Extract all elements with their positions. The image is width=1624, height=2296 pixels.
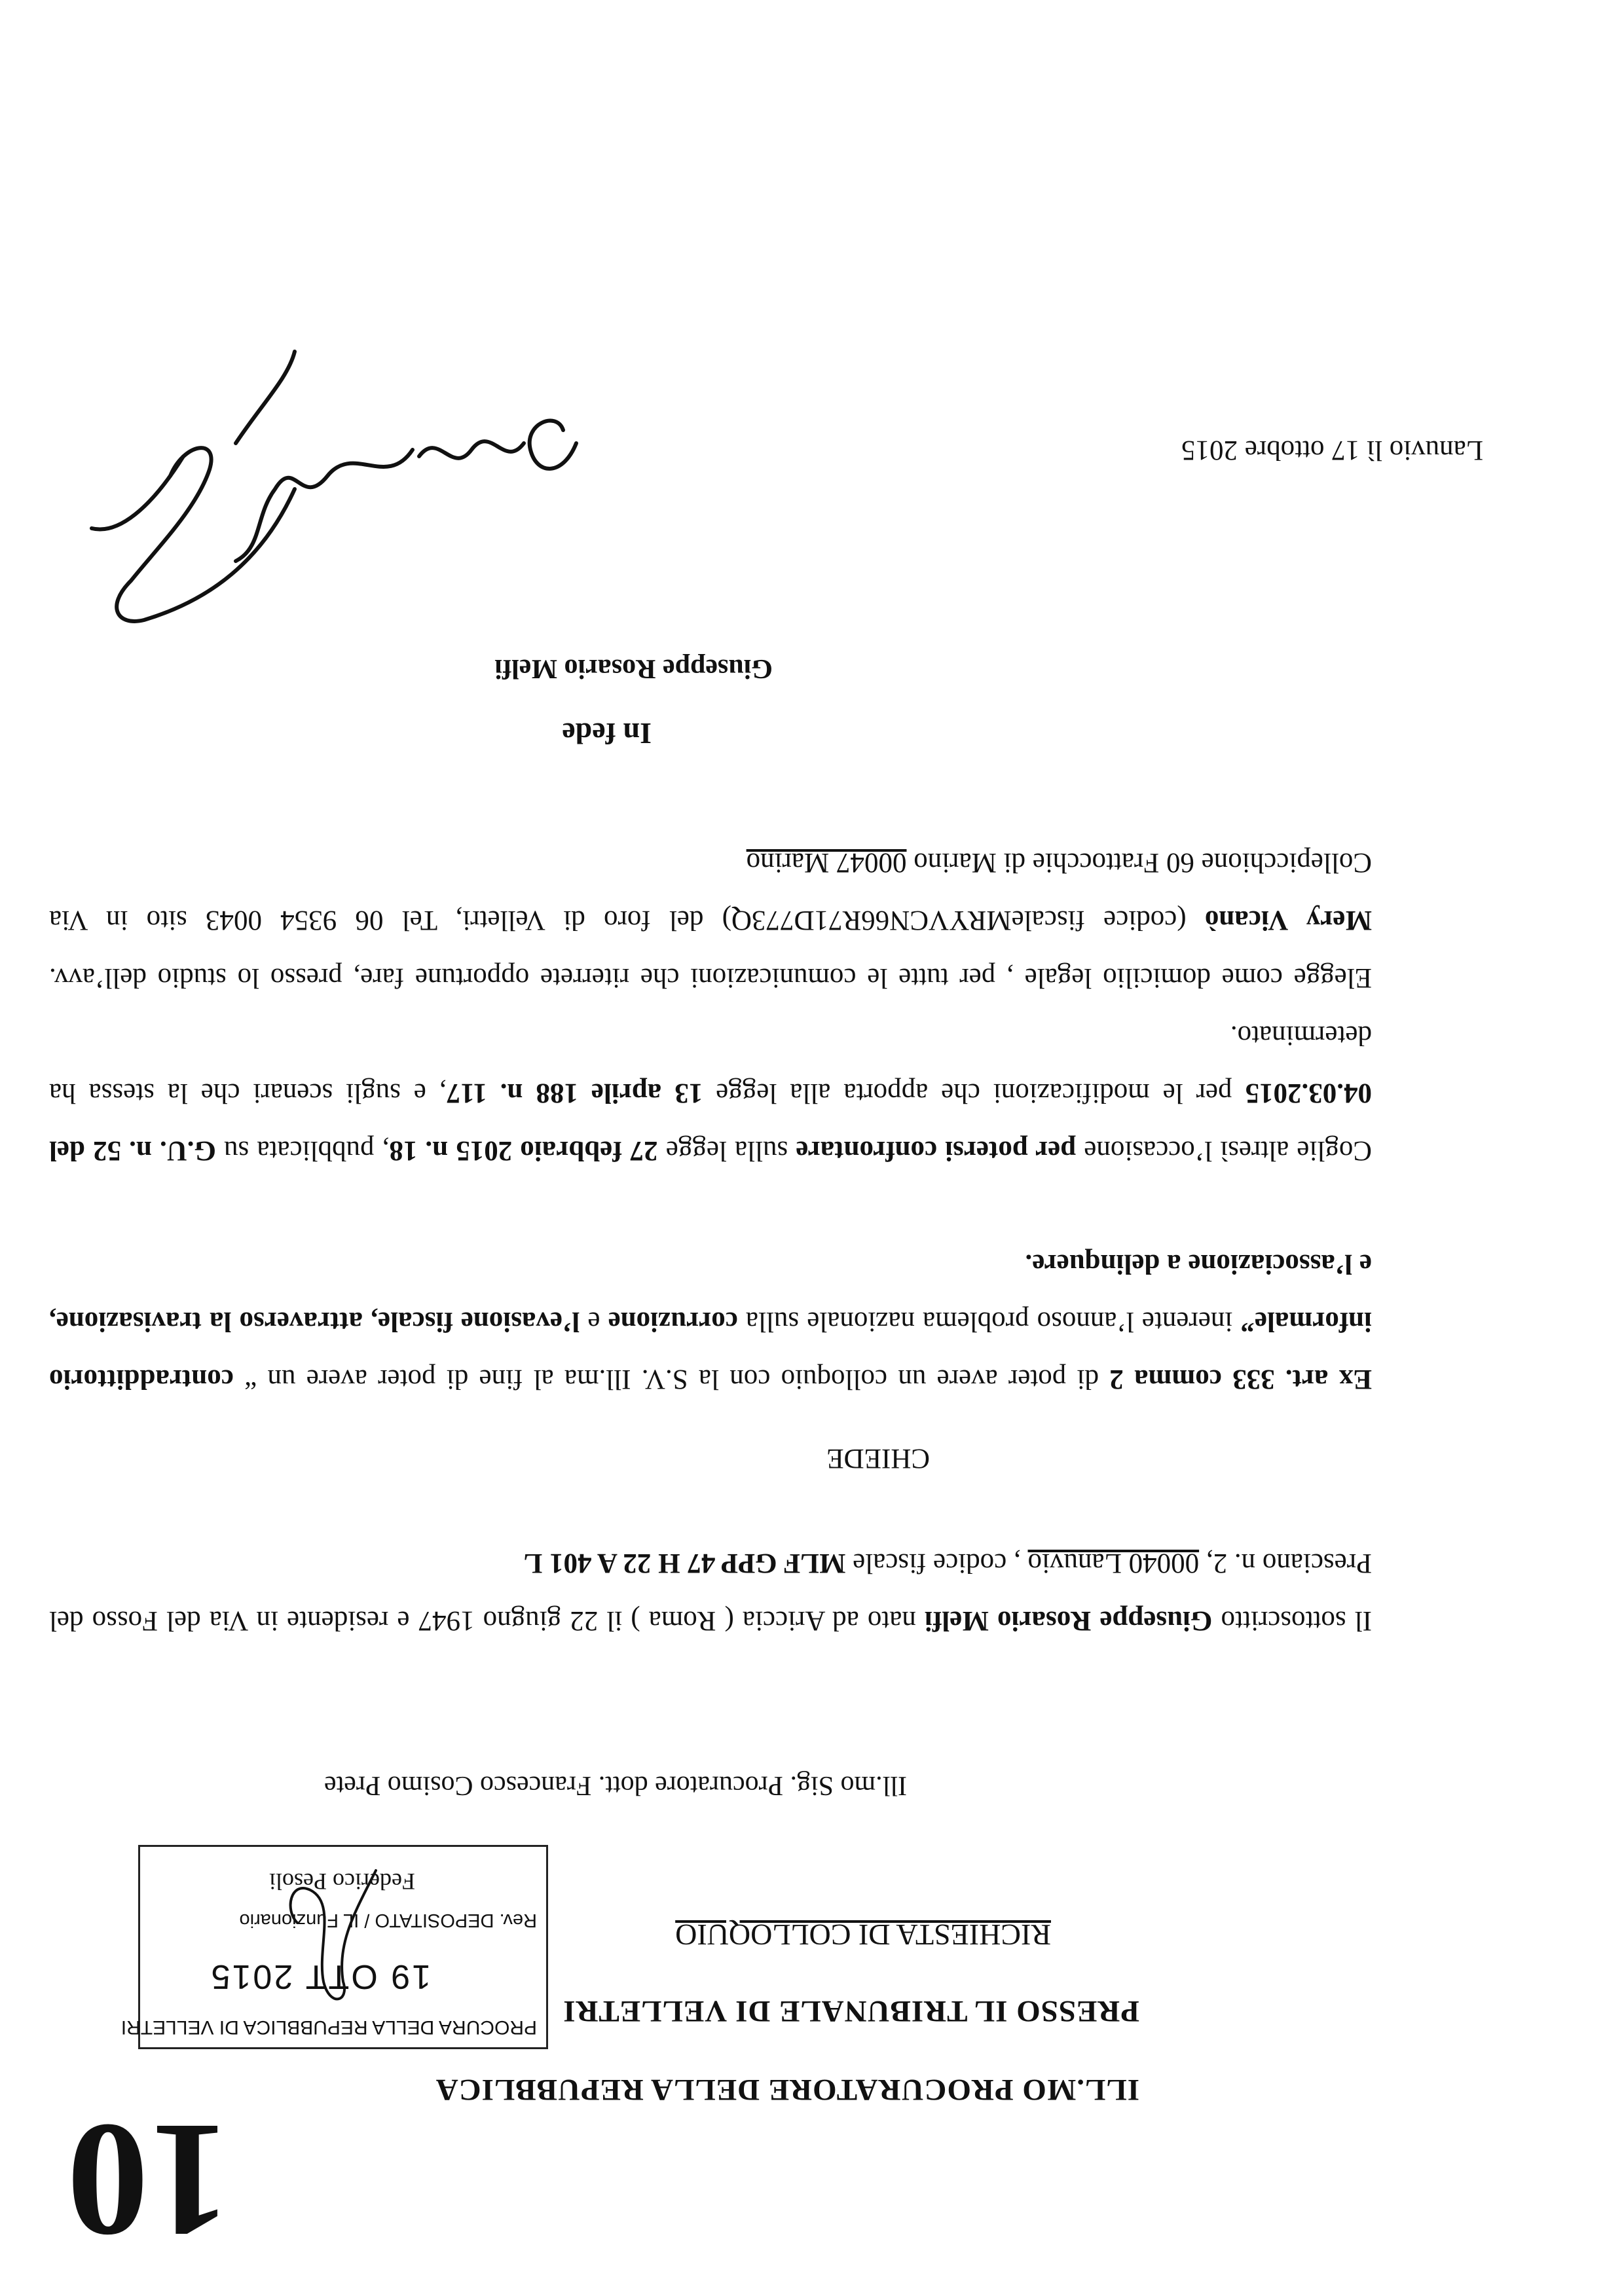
reception-stamp (120, 1845, 548, 2049)
request-text-1: di poter avere un colloquio con la S.V. Ill.ma al fine di poter avere un “ (233, 1364, 1110, 1394)
intro-text-1: Il sottoscritto (1212, 1605, 1372, 1636)
signer-name: Giuseppe Rosario Melfi (494, 653, 773, 683)
article-reference: Ex art. 333 comma 2 (1109, 1364, 1372, 1394)
request-paragraph (49, 1235, 1372, 1408)
stamp-date: 19 OTT 2015 (209, 1958, 431, 1995)
contraddittorio-text: contraddittorio informale” (49, 1306, 1372, 1394)
stamp-name: Federico Pesoli (269, 1868, 415, 1895)
request-text-2: inerente l’annoso problema nazionale sulla (737, 1306, 1241, 1337)
intro-text-2: nato ad Ariccia ( Roma ) il 22 giugno 1947 e residente in Via del Fosso del Presciano n. 2, (48, 1548, 1372, 1636)
closing-text: In fede (562, 717, 652, 750)
law-text-3: , pubblicata su (215, 1135, 390, 1166)
stamp-signature (245, 1857, 415, 2021)
page-number: 10 (67, 2090, 231, 2271)
law-bold-1: per potersi confrontare (796, 1135, 1077, 1166)
law-bold-4: 13 aprile 188 n. 117 (446, 1078, 703, 1108)
lawyer-name: Mery Vicanò (1204, 905, 1372, 936)
tax-code: MLF GPP 47 H 22 A 401 L (523, 1548, 846, 1578)
applicant-city: 00040 Lanuvio (1027, 1548, 1200, 1578)
law-text-1: Coglie altresì l’occasione (1076, 1135, 1372, 1166)
applicant-name: Giuseppe Rosario Melfi (924, 1605, 1213, 1636)
addressee: Ill.mo Sig. Procuratore dott. Francesco Cosimo Prete (323, 1770, 907, 1800)
document-subject: RICHIESTA DI COLLOQUIO (675, 1918, 1051, 1952)
chiede-heading: CHIEDE (826, 1443, 930, 1474)
domicile-zip: 00047 Marino (746, 847, 907, 878)
domicile-paragraph (49, 833, 1372, 1006)
law-text-5: , e sugli scenari che la stessa ha determinato. (49, 1020, 1372, 1108)
law-text-4: per le modificazioni che apporta alla legge (703, 1078, 1246, 1108)
domicile-text-1: Elegge come domicilio legale , per tutte le comunicazioni che riterrete opportune fare, presso lo studio dell’avv. (49, 962, 1372, 993)
stamp-role: Rev. DEPOSITATO / IL Funzionario (239, 1910, 537, 1931)
evasione-text: l’evasione fiscale, attraverso la travisazione, e l’associazione a delinquere. (49, 1248, 1372, 1337)
domicile-text-2: (codice fiscaleMRYVCN66R71D773Q) del foro di Velletri, Tel 06 9354 0043 sito in Via Collepicchione 60 Frattocchie di Marino (49, 847, 1372, 936)
handwritten-signature (59, 338, 602, 640)
law-text-2: sulla legge (657, 1135, 796, 1166)
intro-text-3: , codice fiscale (845, 1548, 1028, 1578)
header-line-1: ILL.MO PROCURATORE DELLA REPUBBLICA (435, 2073, 1139, 2107)
law-bold-2: 27 febbraio 2015 n. 18 (389, 1135, 658, 1166)
corruzione-text: corruzione (608, 1306, 738, 1337)
request-text-3: e (580, 1306, 608, 1337)
law-bold-3: G.U. n. 52 del 04.03.2015 (49, 1078, 1372, 1166)
stamp-office: PROCURA DELLA REPUBBLICA DI VELLETRI (120, 2016, 537, 2038)
law-paragraph (49, 1006, 1372, 1179)
place-and-date: Lanuvio lì 17 ottobre 2015 (1181, 435, 1483, 465)
header-line-2: PRESSO IL TRIBUNALE DI VELLETRI (563, 1994, 1139, 2028)
intro-paragraph (49, 1534, 1372, 1649)
